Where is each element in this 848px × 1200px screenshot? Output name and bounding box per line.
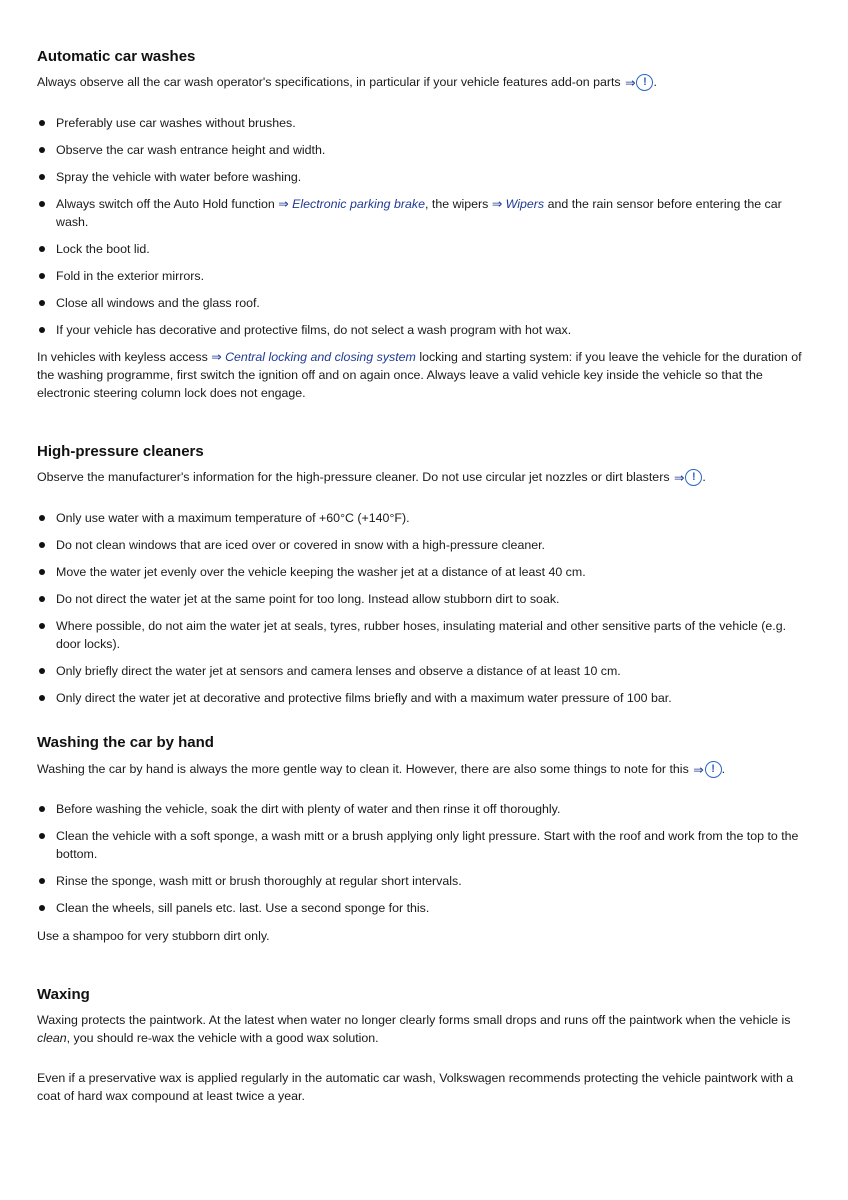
warning-reference-link[interactable]: ⇒ ! bbox=[674, 469, 702, 487]
heading-high-pressure-cleaners: High-pressure cleaners bbox=[37, 443, 204, 460]
heading-automatic-car-washes: Automatic car washes bbox=[37, 48, 196, 65]
list-item: Only briefly direct the water jet at sensors and camera lenses and observe a distance of at least 10 cm. bbox=[37, 662, 805, 680]
list-item: Close all windows and the glass roof. bbox=[37, 294, 805, 312]
link-central-locking[interactable]: Central locking and closing system bbox=[225, 350, 416, 364]
list-item: Observe the car wash entrance height and width. bbox=[37, 141, 805, 159]
waxing-paragraph-1: Waxing protects the paintwork. At the latest when water no longer clearly forms small drops and runs off the paintwork when the vehicle is clean, you should re-wax the vehicle with a good wax solution. bbox=[37, 1013, 791, 1045]
waxing-paragraph-2: Even if a preservative wax is applied regularly in the automatic car wash, Volkswagen recommends protecting the vehicle paintwork with a coat of hard wax compound at least twice a year. bbox=[37, 1071, 794, 1103]
warning-reference-link[interactable]: ⇒ ! bbox=[625, 74, 653, 92]
list-item: Only direct the water jet at decorative and protective films briefly and with a maximum water pressure of 100 bar. bbox=[37, 689, 805, 707]
list-item: Lock the boot lid. bbox=[37, 240, 805, 258]
warning-icon: ! bbox=[636, 74, 653, 91]
list-item: If your vehicle has decorative and protective films, do not select a wash program with hot wax. bbox=[37, 321, 805, 339]
list-item: Before washing the vehicle, soak the dirt with plenty of water and then rinse it off thoroughly. bbox=[37, 800, 805, 818]
keyless-paragraph: In vehicles with keyless access ⇒ Central locking and closing system locking and starting system: if you leave the vehicle for the duration of the washing programme, first switch the ignition off and on again once. Always leave a valid vehicle key inside the vehicle so that the electronic steering column lock does not engage. bbox=[37, 350, 802, 400]
link-electronic-parking-brake[interactable]: Electronic parking brake bbox=[292, 197, 426, 211]
list-item: Where possible, do not aim the water jet at seals, tyres, rubber hoses, insulating material and other sensitive parts of the vehicle (e.g. door locks). bbox=[37, 617, 805, 653]
list-item: Clean the wheels, sill panels etc. last. Use a second sponge for this. bbox=[37, 899, 805, 917]
list-item: Clean the vehicle with a soft sponge, a wash mitt or a brush applying only light pressure. Start with the roof and work from the top to the bottom. bbox=[37, 827, 805, 863]
list-item: Move the water jet evenly over the vehicle keeping the washer jet at a distance of at least 40 cm. bbox=[37, 563, 805, 581]
list-item: Rinse the sponge, wash mitt or brush thoroughly at regular short intervals. bbox=[37, 872, 805, 890]
heading-washing-by-hand: Washing the car by hand bbox=[37, 734, 214, 751]
warning-icon: ! bbox=[705, 761, 722, 778]
high-pressure-list bbox=[37, 509, 805, 716]
car-wash-intro: Always observe all the car wash operator's specifications, in particular if your vehicle features add-on parts ⇒ ! . bbox=[37, 75, 657, 90]
heading-waxing: Waxing bbox=[37, 986, 90, 1003]
list-item: Do not direct the water jet at the same point for too long. Instead allow stubborn dirt to soak. bbox=[37, 590, 805, 608]
list-item: Fold in the exterior mirrors. bbox=[37, 267, 805, 285]
high-pressure-intro: Observe the manufacturer's information for the high-pressure cleaner. Do not use circular jet nozzles or dirt blasters ⇒ ! . bbox=[37, 470, 706, 485]
list-item: Do not clean windows that are iced over or covered in snow with a high-pressure cleaner. bbox=[37, 536, 805, 554]
list-item: Only use water with a maximum temperature of +60°C (+140°F). bbox=[37, 509, 805, 527]
by-hand-list bbox=[37, 800, 805, 926]
by-hand-outro: Use a shampoo for very stubborn dirt only. bbox=[37, 929, 270, 943]
list-item: Preferably use car washes without brushes. bbox=[37, 114, 805, 132]
warning-reference-link[interactable]: ⇒ ! bbox=[693, 761, 721, 779]
link-wipers[interactable]: Wipers bbox=[505, 197, 545, 211]
by-hand-intro: Washing the car by hand is always the more gentle way to clean it. However, there are also some things to note for this ⇒ ! . bbox=[37, 762, 726, 777]
list-item: Always switch off the Auto Hold function ⇒ Electronic parking brake, the wipers ⇒ Wipers and the rain sensor before entering the car wash. bbox=[37, 195, 805, 231]
car-wash-list bbox=[37, 114, 805, 348]
warning-icon: ! bbox=[685, 469, 702, 486]
list-item: Spray the vehicle with water before washing. bbox=[37, 168, 805, 186]
